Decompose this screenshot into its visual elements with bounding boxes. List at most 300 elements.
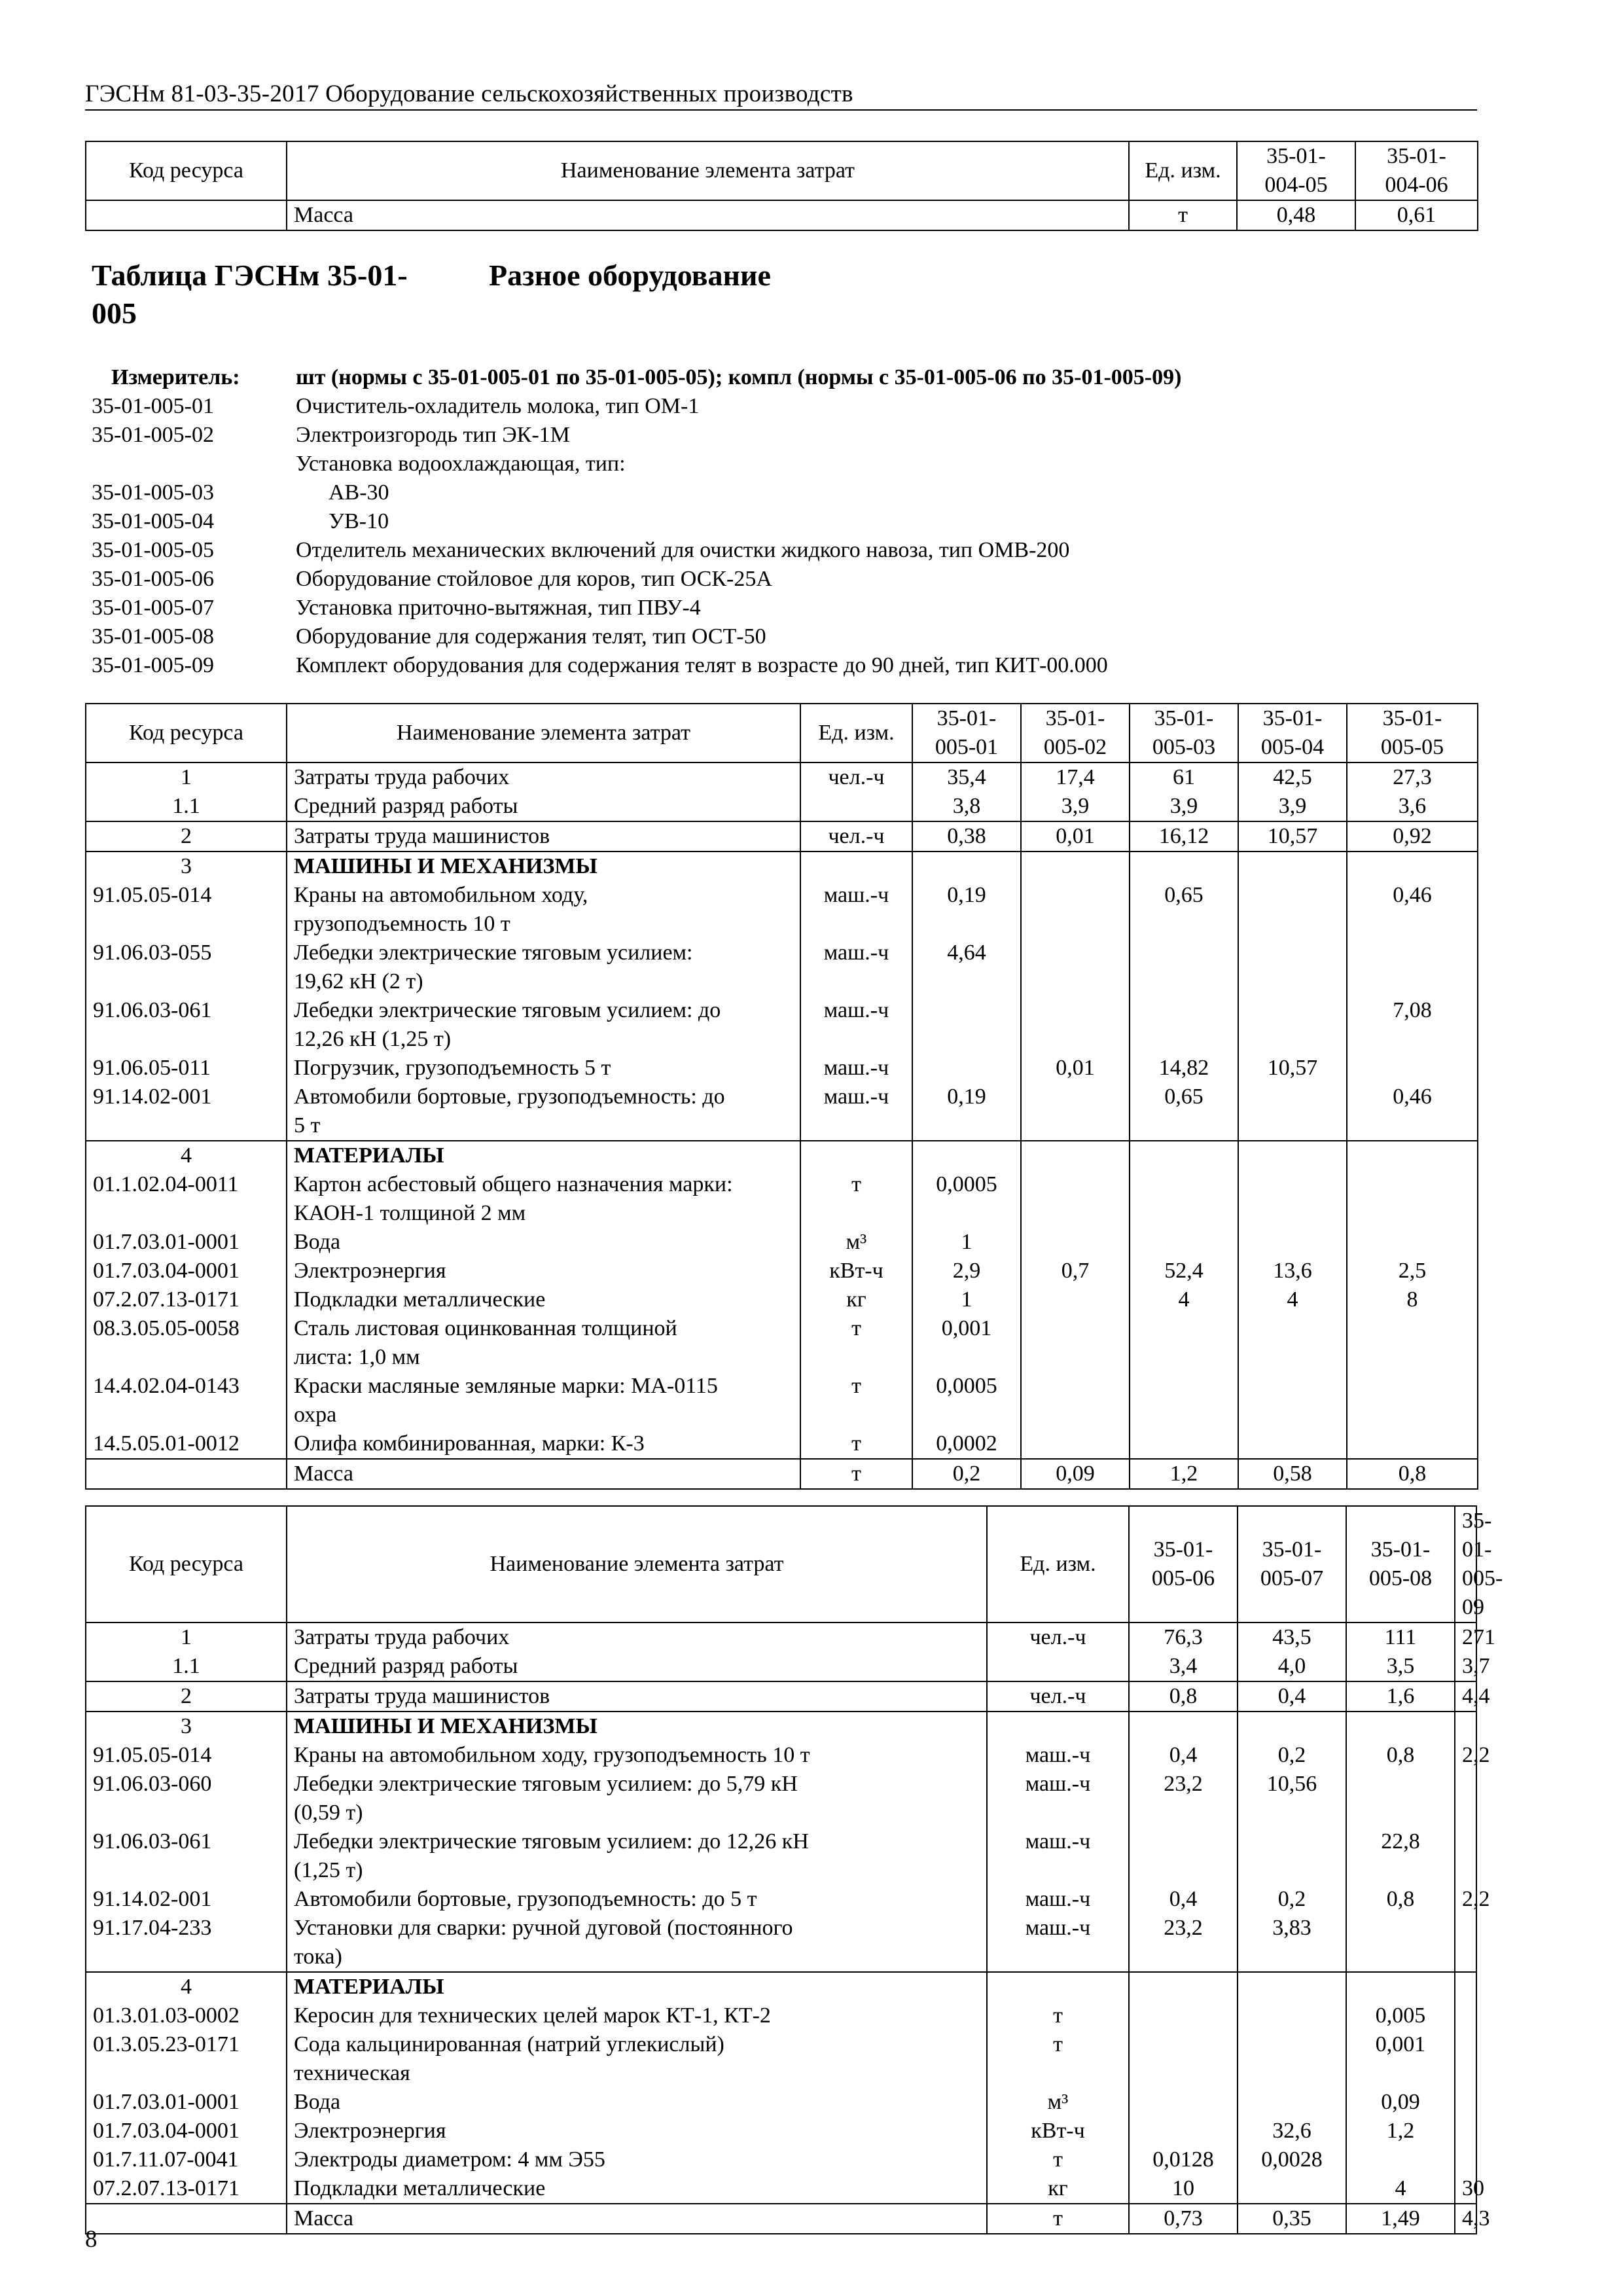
cell-value [1238, 881, 1347, 939]
measure-description: Оборудование стойловое для коров, тип ОСК-25А [296, 567, 772, 591]
table-row [86, 1314, 1478, 1372]
cell-value: 3,9 [1021, 792, 1130, 821]
cell-code: 08.3.05.05-0058 [86, 1314, 287, 1372]
header-row [86, 704, 1478, 762]
cell-code: 91.06.03-055 [86, 939, 287, 996]
cell-unit [987, 1712, 1129, 1741]
cell-value [1130, 996, 1238, 1054]
cell-value [912, 996, 1021, 1054]
page-number: 8 [85, 2226, 98, 2253]
cell-value: 30 [1455, 2174, 1476, 2204]
cell-value [1455, 1712, 1476, 1741]
table-row [86, 1054, 1478, 1083]
cell-code: 91.14.02-001 [86, 1083, 287, 1141]
cell-value [1021, 939, 1130, 996]
cell-value [1347, 852, 1478, 881]
table-name: Разное оборудование [489, 259, 771, 292]
cell-value [1130, 1314, 1238, 1372]
table-title [92, 257, 771, 332]
cell-value: 0,8 [1347, 1459, 1478, 1489]
table-row [86, 1827, 1476, 1885]
col-header-norm [912, 704, 1021, 762]
cell-name-line: (0,59 т) [294, 1801, 363, 1825]
cell-name-line: КАОН-1 толщиной 2 мм [294, 1201, 526, 1225]
cell-unit: маш.-ч [800, 996, 912, 1054]
cell-value: 0,46 [1347, 881, 1478, 939]
col-header-norm [1129, 1506, 1238, 1623]
cell-name-line: 5 т [294, 1113, 321, 1138]
cell-value: 76,3 [1129, 1623, 1238, 1652]
cell-code: 3 [86, 852, 287, 881]
cell-value: 32,6 [1238, 2117, 1346, 2145]
cell-value [1021, 852, 1130, 881]
cell-value [1129, 2001, 1238, 2030]
cell-unit: маш.-ч [987, 1914, 1129, 1972]
cell-value: 0,01 [1021, 1054, 1130, 1083]
cell-value: 2,2 [1455, 1885, 1476, 1914]
cell-value: 271 [1455, 1623, 1476, 1652]
cell-unit: т [800, 1372, 912, 1429]
cell-name [287, 2204, 987, 2234]
cell-name [287, 996, 800, 1054]
cell-code: 01.3.01.03-0002 [86, 2001, 287, 2030]
cell-value: 0,4 [1129, 1741, 1238, 1770]
cell-code: 1.1 [86, 792, 287, 821]
cell-value: 1,6 [1346, 1681, 1455, 1712]
cell-unit: т [987, 2204, 1129, 2234]
cell-name [287, 1770, 987, 1827]
cell-unit: маш.-ч [800, 1054, 912, 1083]
cell-value: 3,7 [1455, 1652, 1476, 1681]
cell-code: 01.7.03.04-0001 [86, 1257, 287, 1285]
cell-value [1129, 2030, 1238, 2088]
cell-value [1130, 939, 1238, 996]
measure-code: 35-01-005-08 [92, 624, 214, 649]
cell-name-line: МАТЕРИАЛЫ [294, 1975, 444, 1999]
section-row [86, 1972, 1476, 2001]
cell-unit: т [800, 1170, 912, 1228]
table-row [86, 2030, 1476, 2088]
cell-value: 61 [1130, 762, 1238, 792]
cell-value: 0,01 [1021, 821, 1130, 852]
cell-name-line: Масса [294, 2206, 354, 2231]
cell-value: 1,49 [1346, 2204, 1455, 2234]
cell-value [1130, 1429, 1238, 1459]
cell-name-line: Затраты труда рабочих [294, 1625, 510, 1649]
cell-value: 0,001 [1346, 2030, 1455, 2088]
cell-name-line: Установки для сварки: ручной дуговой (постоянного [294, 1916, 793, 1940]
cell-name-line: Автомобили бортовые, грузоподъемность: до 5 т [294, 1887, 757, 1911]
cell-unit: т [1129, 200, 1237, 230]
norm-code-line: 005-06 [1151, 1566, 1215, 1590]
cell-value [1238, 2088, 1346, 2117]
cell-value: 111 [1346, 1623, 1455, 1652]
top-table [85, 141, 1478, 231]
measure-code: 35-01-005-06 [92, 567, 214, 591]
measure-description: Оборудование для содержания телят, тип ОСТ-50 [296, 624, 766, 649]
measure-description: Очиститель-охладитель молока, тип ОМ-1 [296, 394, 700, 418]
table-row [86, 1285, 1478, 1314]
cell-value: 0,61 [1355, 200, 1478, 230]
table-row [86, 2001, 1476, 2030]
cell-name [287, 1257, 800, 1285]
cell-code: 3 [86, 1712, 287, 1741]
cell-name-line: Краны на автомобильном ходу, грузоподъемность 10 т [294, 1743, 810, 1767]
cell-code: 01.1.02.04-0011 [86, 1170, 287, 1228]
cell-value [1238, 852, 1347, 881]
cell-value [1347, 1372, 1478, 1429]
cell-value [1455, 1972, 1476, 2001]
cell-name [287, 2145, 987, 2174]
table-row [86, 1257, 1478, 1285]
measure-code: 35-01-005-01 [92, 394, 214, 418]
cell-value: 0,19 [912, 881, 1021, 939]
measure-description: Установка водоохлаждающая, тип: [296, 452, 626, 476]
cell-name-line: Электроэнергия [294, 1259, 446, 1283]
col-header-code: Код ресурса [86, 704, 287, 762]
cell-value [1238, 1827, 1346, 1885]
cell-value [1130, 1170, 1238, 1228]
cell-unit: маш.-ч [987, 1885, 1129, 1914]
cell-name-line: Автомобили бортовые, грузоподъемность: до [294, 1085, 725, 1109]
resources-table-2 [85, 1505, 1503, 2234]
norm-code-line: 005-07 [1260, 1566, 1324, 1590]
cell-value [912, 852, 1021, 881]
norm-code-line: 35-01- [936, 706, 997, 730]
cell-name [287, 762, 800, 792]
table-row [86, 996, 1478, 1054]
cell-name-line: (1,25 т) [294, 1858, 363, 1882]
cell-value: 0,19 [912, 1083, 1021, 1141]
cell-value: 0,0128 [1129, 2145, 1238, 2174]
cell-value: 0,8 [1129, 1681, 1238, 1712]
cell-value: 0,58 [1238, 1459, 1347, 1489]
cell-name-line: Краны на автомобильном ходу, [294, 883, 588, 907]
measure-label: Измеритель: [111, 365, 240, 389]
cell-code: 91.06.03-060 [86, 1770, 287, 1827]
measure-description: АВ-30 [329, 480, 389, 505]
mass-row [86, 1459, 1478, 1489]
cell-unit: маш.-ч [987, 1741, 1129, 1770]
section-row [86, 1712, 1476, 1741]
cell-value: 3,9 [1130, 792, 1238, 821]
cell-code [86, 1459, 287, 1489]
section-row [86, 762, 1478, 792]
cell-value [1238, 2174, 1346, 2204]
cell-value [1455, 1914, 1476, 1972]
cell-value: 0,2 [1238, 1885, 1346, 1914]
table-row [86, 2174, 1476, 2204]
cell-value: 23,2 [1129, 1770, 1238, 1827]
col-header-unit: Ед. изм. [1129, 141, 1237, 200]
measure-code: 35-01-005-04 [92, 509, 214, 533]
cell-unit: чел.-ч [800, 762, 912, 792]
cell-value: 4,3 [1455, 2204, 1476, 2234]
cell-value: 0,46 [1347, 1083, 1478, 1141]
cell-value [1129, 2117, 1238, 2145]
cell-name-line: Картон асбестовый общего назначения марки: [294, 1172, 733, 1196]
header-rule [85, 109, 1477, 111]
cell-value: 0,2 [1238, 1741, 1346, 1770]
cell-name [287, 1623, 987, 1652]
cell-unit: маш.-ч [800, 939, 912, 996]
mass-row [86, 2204, 1476, 2234]
table-row [86, 1170, 1478, 1228]
cell-value: 3,9 [1238, 792, 1347, 821]
cell-name [287, 792, 800, 821]
table-row [86, 1429, 1478, 1459]
cell-unit: т [987, 2145, 1129, 2174]
cell-value [1021, 1228, 1130, 1257]
cell-name-line: Средний разряд работы [294, 1654, 518, 1678]
cell-value [1346, 1914, 1455, 1972]
cell-value [1455, 1827, 1476, 1885]
cell-name-line: Вода [294, 1230, 341, 1254]
cell-value [1021, 881, 1130, 939]
cell-unit [987, 1652, 1129, 1681]
cell-code: 01.7.03.01-0001 [86, 2088, 287, 2117]
table-row [86, 792, 1478, 821]
cell-value [1021, 1429, 1130, 1459]
section-row [86, 1141, 1478, 1170]
cell-value: 22,8 [1346, 1827, 1455, 1885]
cell-unit: кг [800, 1285, 912, 1314]
cell-code: 2 [86, 821, 287, 852]
cell-name [287, 1741, 987, 1770]
table-row [86, 1914, 1476, 1972]
cell-unit: маш.-ч [987, 1827, 1129, 1885]
cell-unit: т [800, 1429, 912, 1459]
col-header-code: Код ресурса [86, 141, 287, 200]
cell-value [1021, 1372, 1130, 1429]
cell-value [1455, 2117, 1476, 2145]
col-header-unit: Ед. изм. [800, 704, 912, 762]
cell-name-line: Затраты труда рабочих [294, 765, 510, 789]
cell-value [1347, 1141, 1478, 1170]
col-header-name: Наименование элемента затрат [287, 704, 800, 762]
cell-value [1129, 1712, 1238, 1741]
cell-value: 0,0002 [912, 1429, 1021, 1459]
cell-name-line: МАШИНЫ И МЕХАНИЗМЫ [294, 1714, 597, 1738]
cell-value: 0,001 [912, 1314, 1021, 1372]
measure-description: Комплект оборудования для содержания телят в возрасте до 90 дней, тип КИТ-00.000 [296, 653, 1108, 677]
col-header-norm [1238, 704, 1347, 762]
cell-name [287, 1054, 800, 1083]
cell-name [287, 2117, 987, 2145]
cell-name-line: 19,62 кН (2 т) [294, 969, 423, 994]
cell-value: 7,08 [1347, 996, 1478, 1054]
measure-description: Отделитель механических включений для очистки жидкого навоза, тип ОМВ-200 [296, 538, 1070, 562]
cell-unit: кВт-ч [987, 2117, 1129, 2145]
section-row [86, 1681, 1476, 1712]
cell-value [1347, 939, 1478, 996]
cell-unit: маш.-ч [800, 881, 912, 939]
cell-name [287, 1170, 800, 1228]
cell-value: 4,4 [1455, 1681, 1476, 1712]
cell-value [1238, 1712, 1346, 1741]
cell-value: 0,4 [1238, 1681, 1346, 1712]
table-row [86, 1083, 1478, 1141]
norm-code-line: 35-01- [1262, 1537, 1322, 1562]
norm-code-line: 35-01- [1045, 706, 1105, 730]
cell-value [1346, 2145, 1455, 2174]
cell-code: 14.4.02.04-0143 [86, 1372, 287, 1429]
cell-value: 1 [912, 1228, 1021, 1257]
cell-code: 1 [86, 1623, 287, 1652]
cell-value: 1 [912, 1285, 1021, 1314]
cell-value: 17,4 [1021, 762, 1130, 792]
cell-name [287, 1285, 800, 1314]
cell-unit: чел.-ч [987, 1623, 1129, 1652]
cell-value: 3,83 [1238, 1914, 1346, 1972]
col-header-norm: 35-01- 004-05 [1237, 141, 1355, 200]
cell-name-line: Лебедки электрические тяговым усилием: до [294, 998, 721, 1022]
col-header-norm [1347, 704, 1478, 762]
norm-code-line: 35-01- [1370, 1537, 1431, 1562]
cell-name-line: Вода [294, 2090, 341, 2114]
cell-value: 0,35 [1238, 2204, 1346, 2234]
cell-name-line: тока) [294, 1945, 342, 1969]
cell-name [287, 1083, 800, 1141]
cell-unit [800, 792, 912, 821]
cell-value: 4 [1130, 1285, 1238, 1314]
measure-code: 35-01-005-05 [92, 538, 214, 562]
cell-code: 1.1 [86, 1652, 287, 1681]
cell-name: Масса [287, 200, 1129, 230]
cell-value [1347, 1429, 1478, 1459]
cell-name [287, 2174, 987, 2204]
cell-code: 91.06.05-011 [86, 1054, 287, 1083]
cell-name [287, 1459, 800, 1489]
cell-code: 91.06.03-061 [86, 1827, 287, 1885]
header-row [86, 1506, 1476, 1623]
section-title [287, 1141, 800, 1170]
cell-value [1129, 1972, 1238, 2001]
section-title [287, 1712, 987, 1741]
cell-value [1455, 2001, 1476, 2030]
cell-name-line: Электроэнергия [294, 2119, 446, 2143]
running-header: ГЭСНм 81-03-35-2017 Оборудование сельскохозяйственных производств [85, 81, 853, 107]
cell-value [1021, 1141, 1130, 1170]
cell-value: 0,0028 [1238, 2145, 1346, 2174]
norm-code-line: 005-01 [935, 735, 999, 759]
table-row [86, 1885, 1476, 1914]
cell-value: 10,57 [1238, 1054, 1347, 1083]
cell-code: 91.14.02-001 [86, 1885, 287, 1914]
cell-code: 4 [86, 1141, 287, 1170]
cell-code: 01.7.03.01-0001 [86, 1228, 287, 1257]
cell-value: 14,82 [1130, 1054, 1238, 1083]
measure-code: 35-01-005-03 [92, 480, 214, 505]
cell-value: 2,9 [912, 1257, 1021, 1285]
cell-code: 01.3.05.23-0171 [86, 2030, 287, 2088]
cell-name [287, 1827, 987, 1885]
cell-value [1346, 1712, 1455, 1741]
cell-value: 1,2 [1130, 1459, 1238, 1489]
cell-name-line: Сода кальцинированная (натрий углекислый) [294, 2032, 724, 2056]
cell-unit [800, 852, 912, 881]
cell-value: 2,2 [1455, 1741, 1476, 1770]
cell-unit: т [987, 2001, 1129, 2030]
norm-code-line: 005-03 [1152, 735, 1216, 759]
cell-code: 2 [86, 1681, 287, 1712]
col-header-name: Наименование элемента затрат [287, 141, 1129, 200]
cell-unit: чел.-ч [800, 821, 912, 852]
cell-unit: кВт-ч [800, 1257, 912, 1285]
cell-unit: маш.-ч [800, 1083, 912, 1141]
cell-code [86, 200, 287, 230]
section-row [86, 821, 1478, 852]
cell-name [287, 1429, 800, 1459]
table-row [86, 2117, 1476, 2145]
cell-value [1347, 1054, 1478, 1083]
cell-value: 3,4 [1129, 1652, 1238, 1681]
cell-value: 35,4 [912, 762, 1021, 792]
cell-name-line: Затраты труда машинистов [294, 1684, 550, 1708]
col-header-norm [1455, 1506, 1503, 1623]
cell-code: 14.5.05.01-0012 [86, 1429, 287, 1459]
cell-code: 91.06.03-061 [86, 996, 287, 1054]
cell-name-line: Подкладки металлические [294, 2176, 546, 2200]
cell-value: 0,0005 [912, 1170, 1021, 1228]
cell-name-line: Лебедки электрические тяговым усилием: [294, 941, 693, 965]
cell-value [1130, 1372, 1238, 1429]
measure-description: УВ-10 [329, 509, 389, 533]
cell-value [912, 1141, 1021, 1170]
cell-name-line: охра [294, 1403, 337, 1427]
norm-code-line: 005-08 [1368, 1566, 1433, 1590]
cell-value: 4,64 [912, 939, 1021, 996]
cell-name [287, 939, 800, 996]
cell-value: 0,0005 [912, 1372, 1021, 1429]
cell-value [1021, 1285, 1130, 1314]
cell-name [287, 1652, 987, 1681]
table-number: Таблица ГЭСНм 35-01- 005 [92, 259, 408, 330]
cell-code: 91.17.04-233 [86, 1914, 287, 1972]
cell-value [1238, 1372, 1347, 1429]
cell-value: 10 [1129, 2174, 1238, 2204]
cell-value [1238, 2030, 1346, 2088]
cell-name-line: Олифа комбинированная, марки: К-3 [294, 1431, 645, 1456]
cell-name-line: грузоподъемность 10 т [294, 912, 510, 936]
cell-name-line: Электроды диаметром: 4 мм Э55 [294, 2147, 605, 2172]
measure-code: 35-01-005-07 [92, 596, 214, 620]
cell-value [1021, 1170, 1130, 1228]
cell-value [1347, 1228, 1478, 1257]
cell-value [1129, 2088, 1238, 2117]
cell-value [1347, 1314, 1478, 1372]
cell-name-line: Лебедки электрические тяговым усилием: до 5,79 кН [294, 1772, 798, 1796]
cell-value: 10,56 [1238, 1770, 1346, 1827]
cell-unit: т [987, 2030, 1129, 2088]
cell-value [1346, 1972, 1455, 2001]
cell-value: 3,5 [1346, 1652, 1455, 1681]
cell-value: 0,8 [1346, 1741, 1455, 1770]
cell-value: 0,4 [1129, 1885, 1238, 1914]
cell-code [86, 2204, 287, 2234]
cell-code: 91.05.05-014 [86, 1741, 287, 1770]
cell-value: 2,5 [1347, 1257, 1478, 1285]
cell-name [287, 1681, 987, 1712]
col-header-code: Код ресурса [86, 1506, 287, 1623]
cell-name [287, 821, 800, 852]
cell-value [1021, 996, 1130, 1054]
resources-table-1 [85, 703, 1478, 1490]
norm-code-line: 35-01- [1382, 706, 1442, 730]
norm-code-line: 35-01- [1154, 706, 1214, 730]
col-header-norm [1021, 704, 1130, 762]
cell-value: 0,48 [1237, 200, 1355, 230]
